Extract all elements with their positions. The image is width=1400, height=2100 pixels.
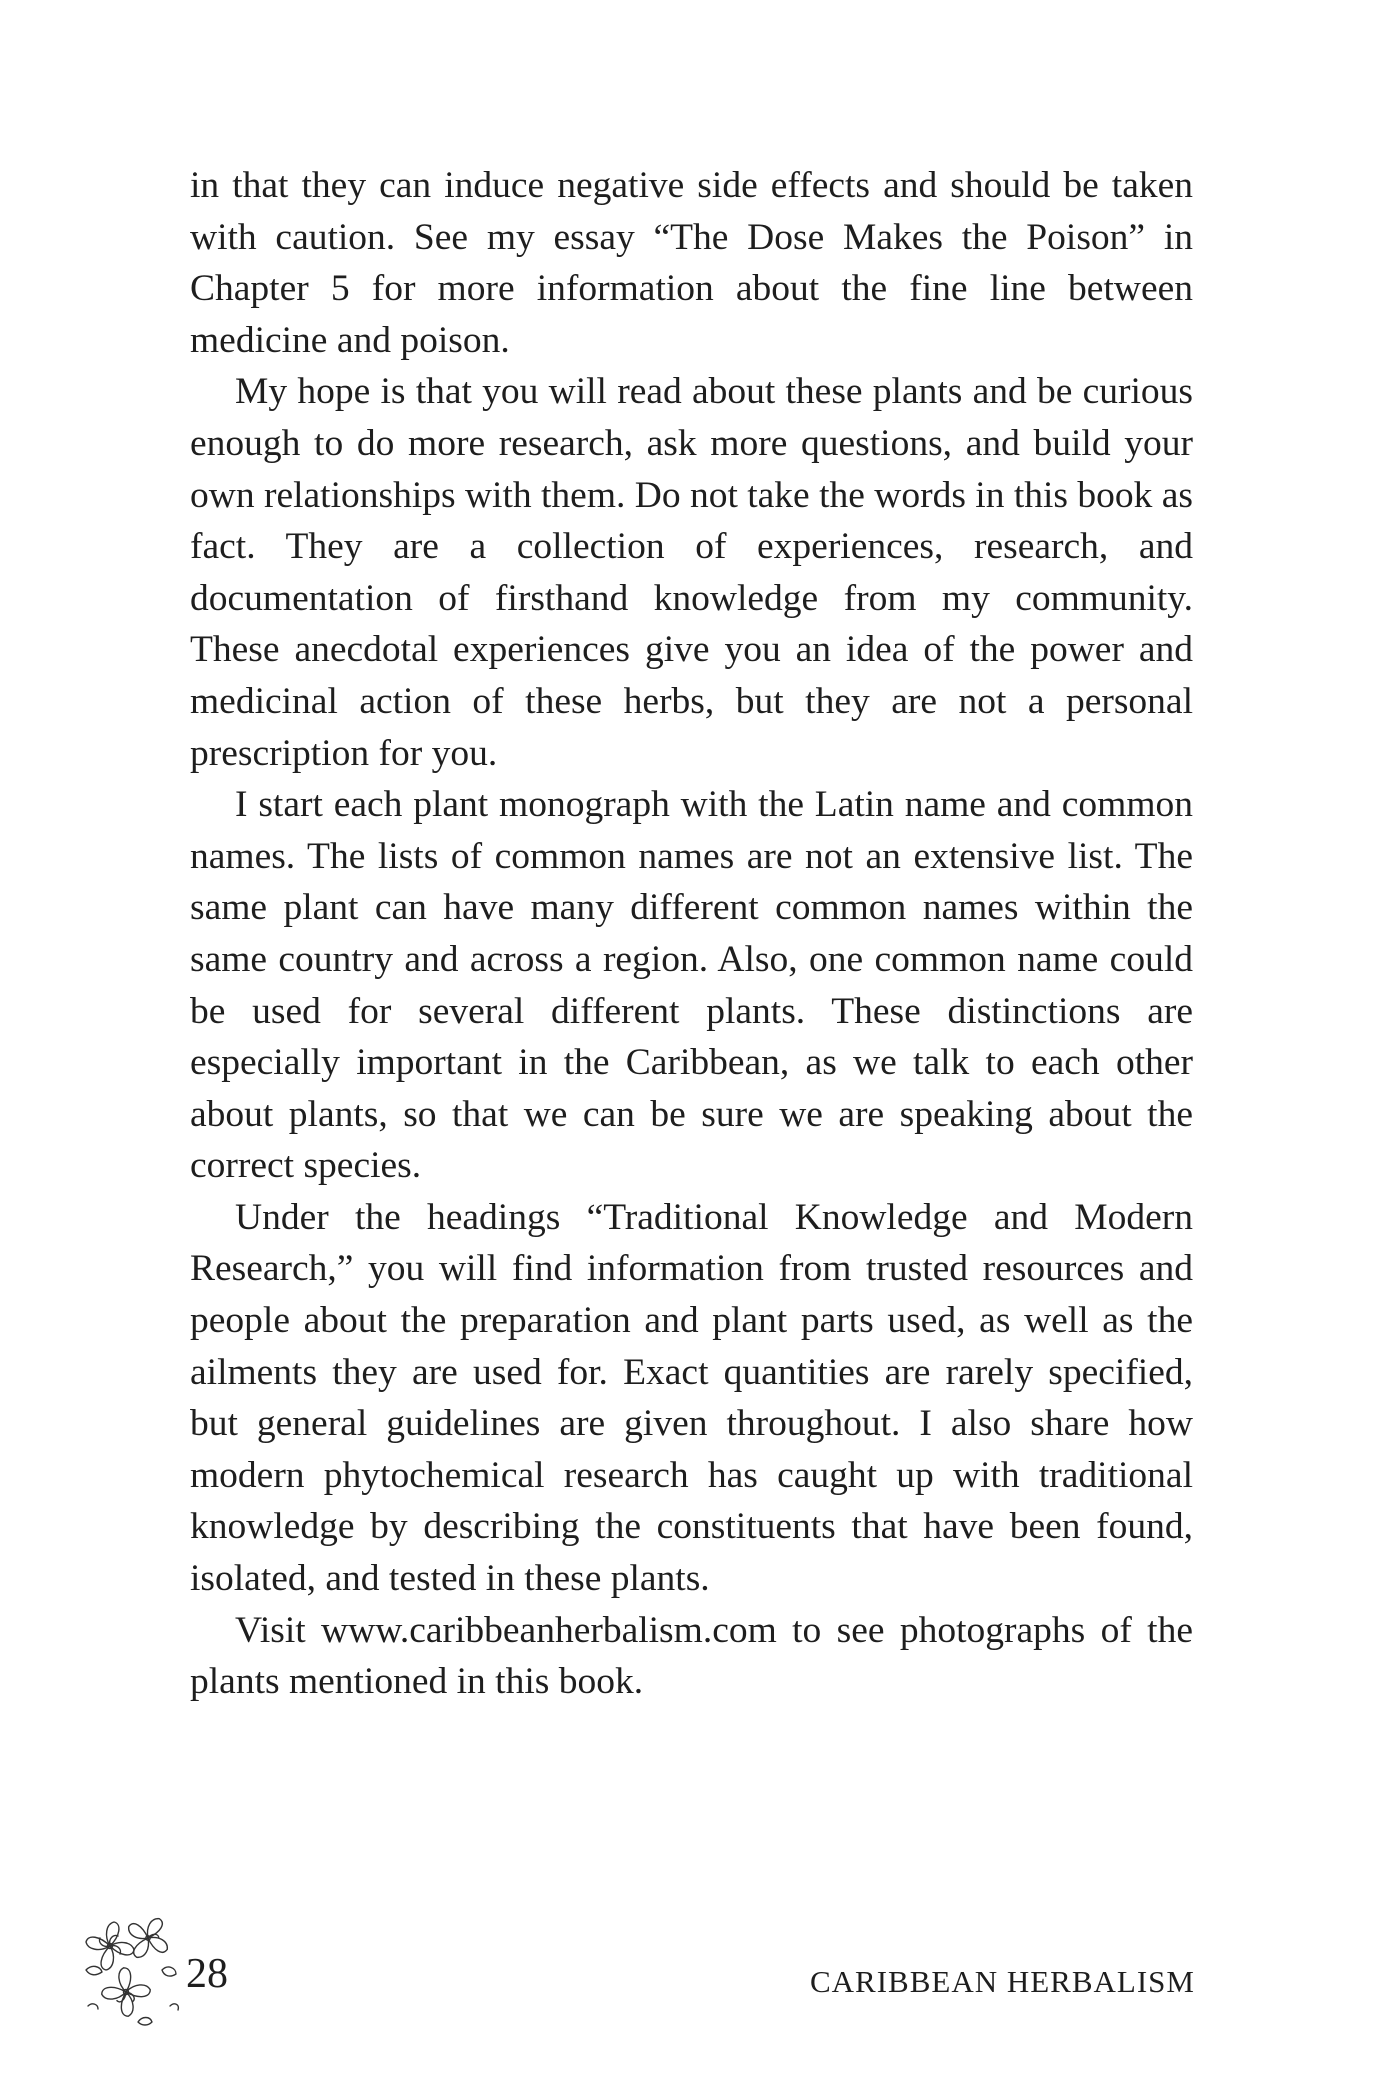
paragraph-website: Visit www.caribbeanherbalism.com to see photographs of the plants mentioned in this book. xyxy=(190,1609,1193,1703)
page-number: 28 xyxy=(186,1951,228,1997)
page-body xyxy=(190,160,1193,1708)
page-footer xyxy=(70,1910,1195,2030)
hibiscus-flower-icon xyxy=(78,1910,188,2030)
paragraph-hope: My hope is that you will read about these plants and be curious enough to do more research, ask more questions, and build your own relationships with them. Do not take the words in this book as fact. They are a collection of experiences, research, and documentation of firsthand knowledge from my community. These anecdotal experiences give you an idea of the power and medicinal action of these herbs, but they are not a personal prescription for you. xyxy=(190,371,1194,774)
paragraph-traditional-knowledge: Under the headings “Traditional Knowledge and Modern Research,” you will find information from trusted resources and people about the preparation and plant parts used, as well as the ailments they are used for. Exact quantities are rarely specified, but general guidelines are given throughout. I also share how modern phytochemical research has caught up with traditional knowledge by describing the constituents that have been found, isolated, and tested in these plants. xyxy=(190,1196,1193,1600)
paragraph-monograph-names: I start each plant monograph with the Latin name and common names. The lists of common names are not an extensive list. The same plant can have many different common names within the same country and across a region. Also, one common name could be used for several different plants. These distinctions are especially important in the Caribbean, as we talk to each other about plants, so that we can be sure we are speaking about the correct species. xyxy=(190,784,1193,1187)
running-head: CARIBBEAN HERBALISM xyxy=(809,1964,1195,1999)
paragraph-continued: in that they can induce negative side effects and should be taken with caution. See my essay “The Dose Makes the Poison” in Chapter 5 for more information about the fine line between medicine and poison. xyxy=(190,165,1193,361)
